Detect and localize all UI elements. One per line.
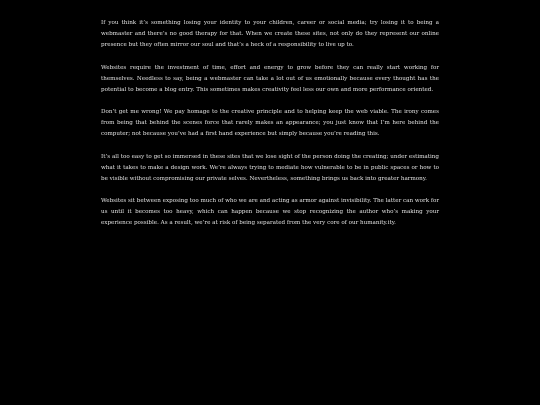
article-paragraph-5: Websites sit between exposing too much of who we are and acting as armor against invisibility. The latter can work for us until it becomes too heavy, which can happen because we stop recognizing the author who’s making your experience possible. As a result, we’re at risk of being separated from the very core of our humanity.ity. bbox=[101, 198, 439, 226]
article-paragraph-4: It’s all too easy to get so immersed in these sites that we lose sight of the person doing the creating; under estimating what it takes to make a design work. We’re always trying to mediate how vulnerable to be in public spaces or how to be visible without compromising our private selves. Nevertheless, something brings us back into greater harmony. bbox=[101, 153, 439, 182]
article-paragraph-1: If you think it’s something losing your identity to your children, career or social media; try losing it to being a webmaster and there’s no good therapy for that. When we create these sites, not only do they represent our online presence but they often mirror our soul and that’s a heck of a responsibility to live up to. bbox=[101, 20, 439, 48]
article-body bbox=[101, 18, 439, 241]
article-paragraph-2: Websites require the investment of time, effort and energy to grow before they can really start working for themselves. Needless to say, being a webmaster can take a lot out of us emotionally because every thought has the potential to become a blog entry. This sometimes makes creativity feel less our own and more performance oriented. bbox=[101, 64, 439, 93]
article-paragraph-3: Don’t get me wrong! We pay homage to the creative principle and to helping keep the web viable. The irony comes from being that behind the scenes force that rarely makes an appearance; you just know that I’m here behind the computer; not because you’ve had a first hand experience but simply because you’re reading this. bbox=[101, 109, 439, 137]
